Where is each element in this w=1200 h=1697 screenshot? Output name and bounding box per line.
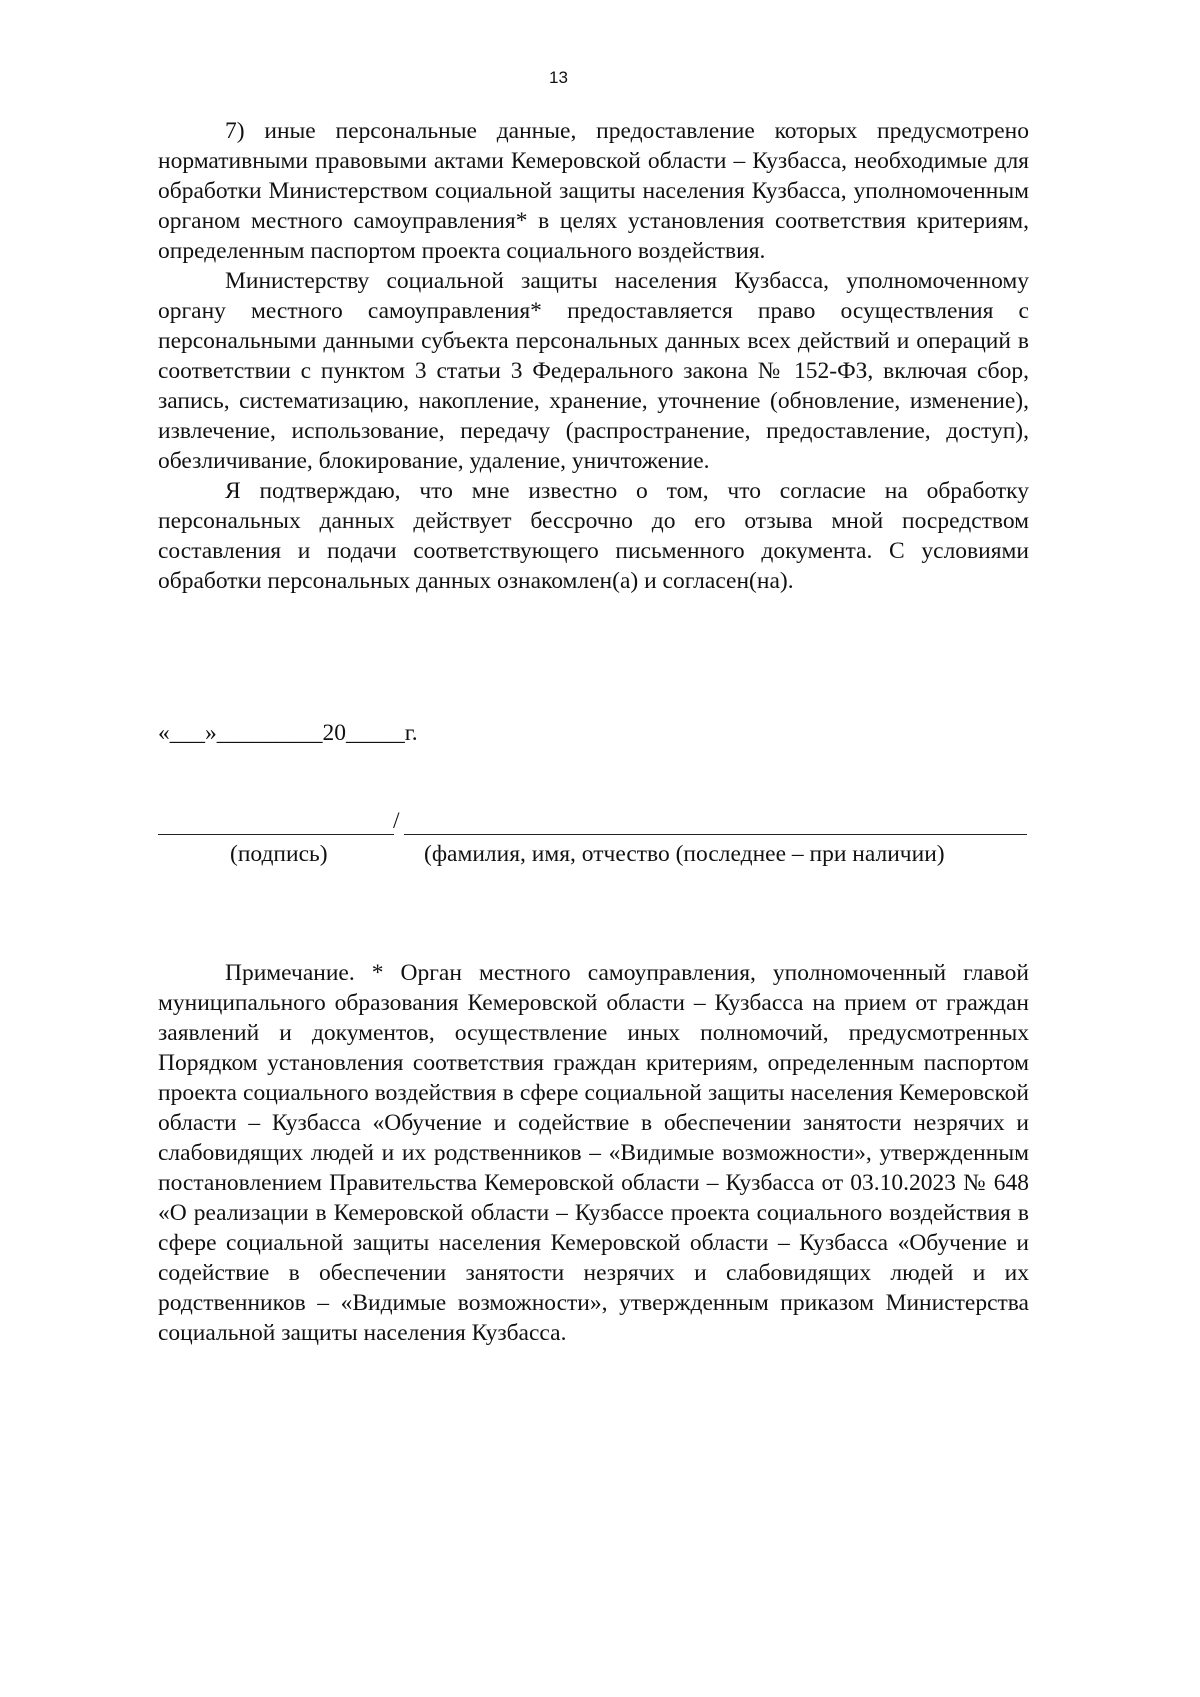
signature-separator: / — [393, 808, 400, 834]
signature-caption: (подпись) — [230, 841, 328, 867]
footnote-text: Примечание. * Орган местного самоуправления, уполномоченный главой муниципального образования Кемеровской области – Кузбасса на прием от граждан заявлений и документов, осуществление иных полномочий, предусмотренных Порядком установления соответствия граждан критериям, определенным паспортом проекта социального воздействия в сфере социальной защиты населения Кемеровской области – Кузбасса «Обучение и содействие в обеспечении занятости незрячих и слабовидящих людей и их родственников – «Видимые возможности», утвержденным постановлением Правительства Кемеровской области – Кузбасса от 03.10.2023 № 648 «О реализации в Кемеровской области – Кузбассе проекта социального воздействия в сфере социальной защиты населения Кемеровской области – Кузбасса «Обучение и содействие в обеспечении занятости незрячих и слабовидящих людей и их родственников – «Видимые возможности», утвержденным приказом Министерства социальной защиты населения Кузбасса. — [158, 960, 1029, 1346]
signature-line — [158, 834, 394, 835]
fio-caption: (фамилия, имя, отчество (последнее – при наличии) — [424, 841, 945, 867]
paragraph-ministry-rights: Министерству социальной защиты населения Кузбасса, уполномоченному органу местного самоуправления* предоставляется право осуществления с персональными данными субъекта персональных данных всех действий и операций в соответствии с пунктом 3 статьи 3 Федерального закона № 152-ФЗ, включая сбор, запись, систематизацию, накопление, хранение, уточнение (обновление, изменение), извлечение, использование, передачу (распространение, предоставление, доступ), обезличивание, блокирование, удаление, уничтожение. — [158, 268, 1029, 474]
paragraph-confirmation: Я подтверждаю, что мне известно о том, что согласие на обработку персональных данных действует бессрочно до его отзыва мной посредством составления и подачи соответствующего письменного документа. С условиями обработки персональных данных ознакомлен(а) и согласен(на). — [158, 478, 1029, 594]
paragraph-personal-data: 7) иные персональные данные, предоставление которых предусмотрено нормативными правовыми актами Кемеровской области – Кузбасса, необходимые для обработки Министерством социальной защиты населения Кузбасса, уполномоченным органом местного самоуправления* в целях установления соответствия критериям, определенным паспортом проекта социального воздействия. — [158, 118, 1029, 264]
fio-line — [404, 834, 1027, 835]
date-line: «___»_________20_____г. — [158, 720, 418, 746]
consent-body — [158, 116, 1029, 596]
footnote — [158, 958, 1029, 1348]
page-number: 13 — [549, 68, 568, 87]
